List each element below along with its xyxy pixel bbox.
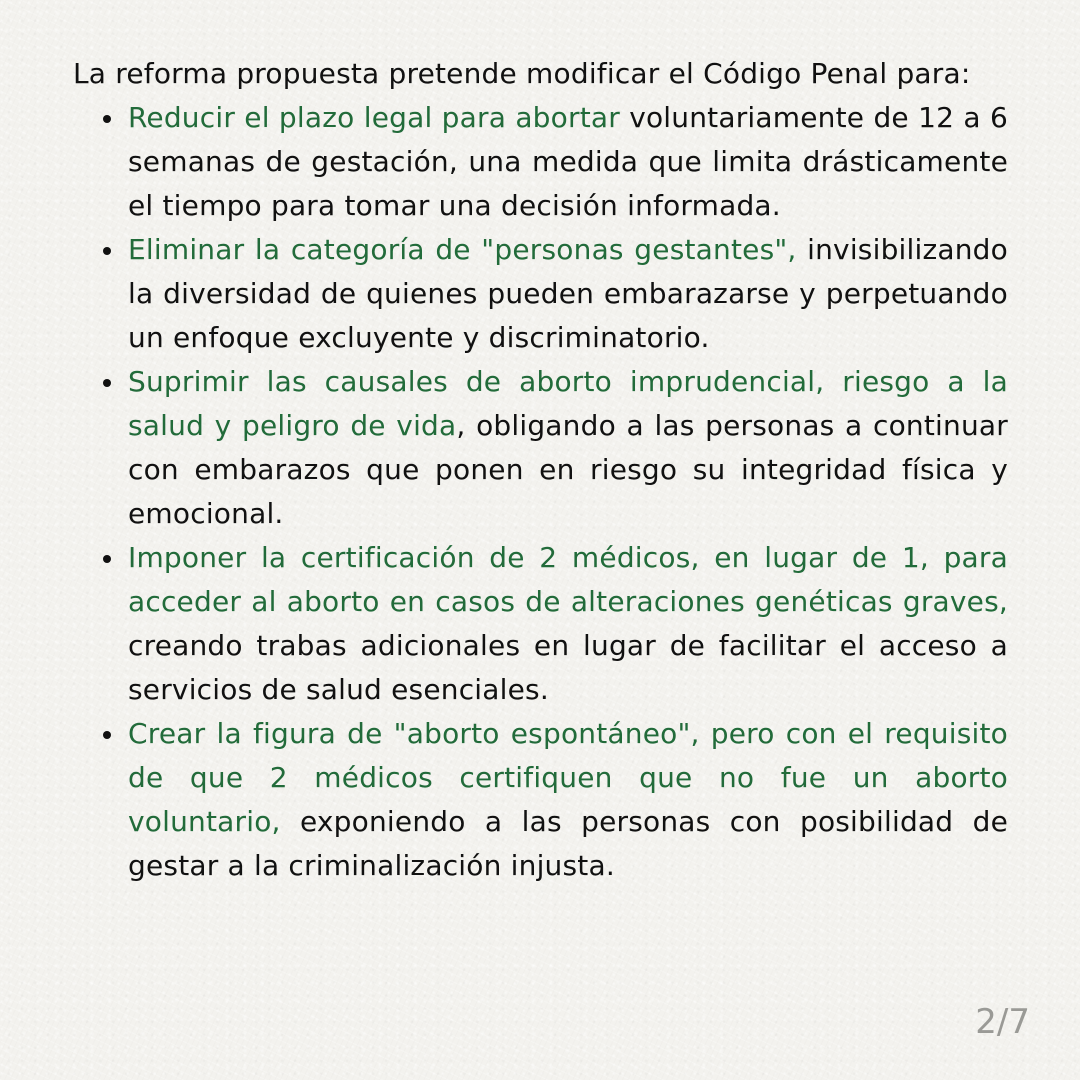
bullet-highlight: Suprimir las causales de aborto imprudencial, riesgo a la salud y peligro de vida (128, 365, 1008, 442)
bullet-text: exponiendo a las personas con posibilidad de gestar a la criminalización injusta. (128, 805, 1008, 882)
bullet-text: , obligando a las personas a continuar con embarazos que ponen en riesgo su integridad física y emocional. (128, 409, 1008, 530)
list-item (73, 228, 1008, 360)
bullet-icon (103, 731, 111, 739)
page-indicator: 2/7 (975, 1002, 1030, 1042)
bullet-icon (103, 247, 111, 255)
intro-text: La reforma propuesta pretende modificar el Código Penal para: (73, 57, 971, 90)
list-item (73, 360, 1008, 536)
bullet-highlight: Eliminar la categoría de "personas gestantes", (128, 233, 797, 266)
bullet-highlight: Imponer la certificación de 2 médicos, en lugar de 1, para acceder al aborto en casos de alteraciones genéticas graves, (128, 541, 1008, 618)
bullet-text: voluntariamente de 12 a 6 semanas de gestación, una medida que limita drásticamente el tiempo para tomar una decisión informada. (128, 101, 1008, 222)
bullet-icon (103, 379, 111, 387)
bullet-icon (103, 555, 111, 563)
reform-points-list (73, 96, 1008, 888)
bullet-icon (103, 115, 111, 123)
bullet-highlight: Reducir el plazo legal para abortar (128, 101, 620, 134)
bullet-text: creando trabas adicionales en lugar de facilitar el acceso a servicios de salud esenciales. (128, 629, 1008, 706)
list-item (73, 96, 1008, 228)
slide-content (73, 52, 1008, 888)
list-item (73, 536, 1008, 712)
bullet-highlight: Crear la figura de "aborto espontáneo", pero con el requisito de que 2 médicos certifiquen que no fue un aborto voluntario, (128, 717, 1008, 838)
list-item (73, 712, 1008, 888)
bullet-text: invisibilizando la diversidad de quienes pueden embarazarse y perpetuando un enfoque excluyente y discriminatorio. (128, 233, 1008, 354)
